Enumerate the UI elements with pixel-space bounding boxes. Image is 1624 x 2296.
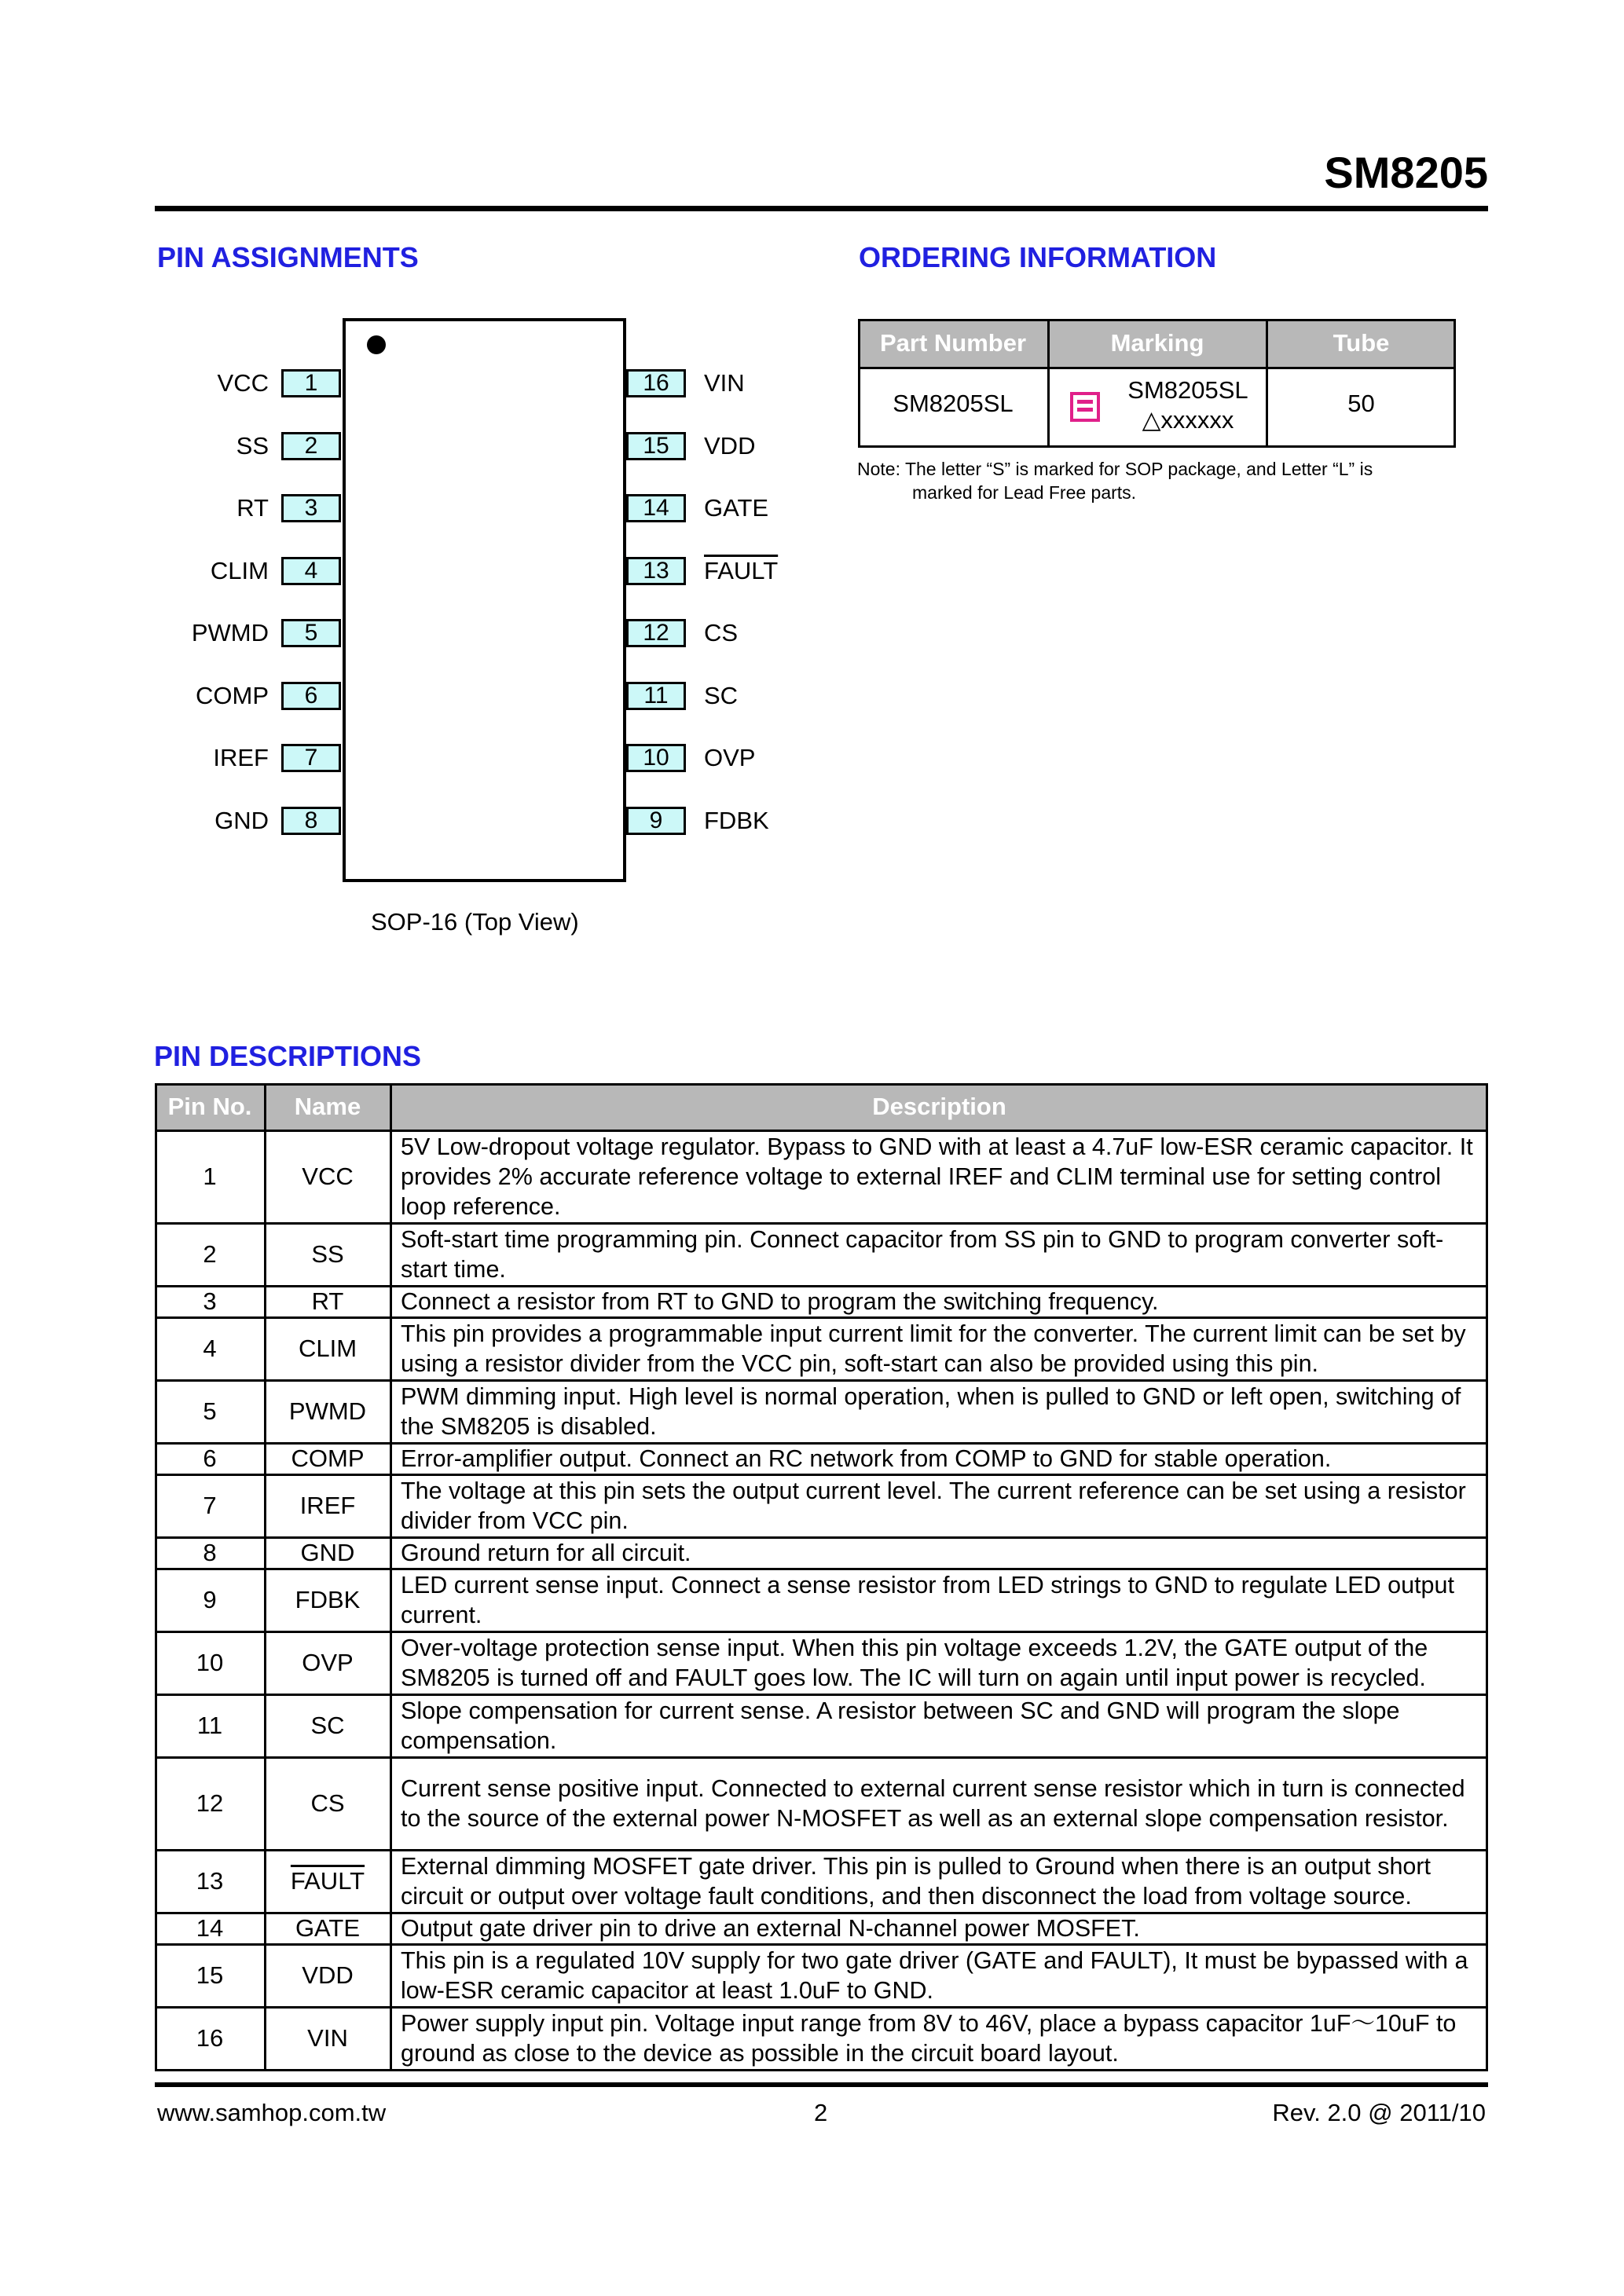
table-row [155, 1913, 1488, 1944]
ordering-marking-line1: SM8205SL [1127, 376, 1248, 404]
pin-number-box: 6 [281, 682, 341, 710]
footer-divider [155, 2082, 1488, 2087]
table-row [155, 1569, 1488, 1631]
pin1-indicator-icon [367, 335, 386, 354]
pin-number-box: 1 [281, 369, 341, 397]
pin-label: COMP [196, 681, 269, 709]
pin-number-cell: 12 [196, 1789, 224, 1817]
pin-number-cell: 2 [203, 1240, 217, 1268]
table-row [155, 1474, 1488, 1537]
pin-name-cell: VIN [307, 2024, 348, 2052]
pin-number-box: 13 [626, 557, 686, 585]
pin-number-cell: 16 [196, 2024, 224, 2052]
pin-label: VCC [217, 369, 269, 397]
grid-line [155, 1083, 157, 2071]
pin-label: CLIM [210, 556, 269, 584]
pin-description-cell: This pin is a regulated 10V supply for two gate driver (GATE and FAULT), It must be bypassed with a low-ESR ceramic capacitor at least 1.0uF to GND. [401, 1947, 1468, 2004]
pin-label: FAULT [704, 556, 779, 584]
pin-descriptions-table [155, 1083, 1488, 2077]
table-row [155, 1286, 1488, 1317]
table-row [155, 1130, 1488, 1223]
ordering-note-line1: Note: The letter “S” is marked for SOP package, and Letter “L” is [857, 459, 1373, 479]
pin-description-cell: Over-voltage protection sense input. When this pin voltage exceeds 1.2V, the GATE output of the SM8205 is turned off and FAULT goes low. The IC will turn on again until input power is recycled. [401, 1635, 1428, 1691]
ordering-information-title: ORDERING INFORMATION [859, 241, 1217, 273]
pin-label: PWMD [191, 619, 269, 646]
pin-description-cell: Slope compensation for current sense. A resistor between SC and GND will program the slope compensation. [401, 1697, 1400, 1754]
pin-name-cell: CLIM [298, 1335, 357, 1362]
pin-name-cell: CS [310, 1789, 345, 1817]
marking-logo-icon [1070, 392, 1100, 422]
grid-line [1486, 1083, 1488, 2071]
table-row [155, 1850, 1488, 1913]
grid-line [155, 2069, 1488, 2071]
grid-line [858, 445, 1456, 448]
pin-number-box: 3 [281, 494, 341, 522]
pin-name-cell: FDBK [295, 1586, 361, 1613]
ordering-header-part-number: Part Number [858, 319, 1048, 368]
ordering-marking [1109, 375, 1267, 435]
pin-number-box: 9 [626, 807, 686, 835]
pin-label: GATE [704, 494, 769, 522]
pin-name-cell: GATE [295, 1914, 361, 1942]
pin-description-cell: Soft-start time programming pin. Connect capacitor from SS pin to GND to program converter soft-start time. [401, 1226, 1444, 1283]
pin-description-cell: External dimming MOSFET gate driver. This pin is pulled to Ground when there is an output short circuit or output over voltage fault conditions, and then disconnect the load from voltage source. [401, 1853, 1432, 1910]
pin-number-cell: 1 [203, 1163, 217, 1190]
footer-page-number: 2 [814, 2099, 828, 2126]
pin-number-cell: 9 [203, 1586, 217, 1613]
grid-line [858, 319, 1456, 321]
grid-line [1266, 319, 1268, 448]
pin-number-box: 11 [626, 682, 686, 710]
pin-number-cell: 14 [196, 1914, 224, 1942]
pin-number-cell: 4 [203, 1335, 217, 1362]
pin-label: OVP [704, 744, 756, 771]
document-title: SM8205 [1324, 148, 1488, 197]
pin-name-cell: OVP [302, 1649, 354, 1676]
pin-name-cell: GND [300, 1539, 355, 1566]
grid-line [390, 1083, 392, 2071]
pin-name-cell: VDD [302, 1961, 354, 1989]
pin-label: FDBK [704, 806, 769, 834]
desc-header-pin-no: Pin No. [155, 1083, 265, 1130]
pin-label: VIN [704, 369, 745, 397]
pin-description-cell: Ground return for all circuit. [401, 1540, 691, 1566]
pin-descriptions-title: PIN DESCRIPTIONS [154, 1040, 422, 1072]
package-caption: SOP-16 (Top View) [371, 908, 579, 936]
pin-description-cell: The voltage at this pin sets the output current level. The current reference can be set using a resistor divider from VCC pin. [401, 1478, 1466, 1534]
grid-line [858, 319, 860, 448]
ordering-table [858, 319, 1456, 448]
pin-name-cell: FAULT [290, 1867, 365, 1895]
desc-header-description: Description [390, 1083, 1488, 1130]
ordering-note-line2: marked for Lead Free parts. [912, 482, 1137, 503]
pin-label: RT [236, 494, 269, 522]
pin-number-box: 4 [281, 557, 341, 585]
pin-name-cell: COMP [291, 1445, 365, 1472]
pin-name-cell: VCC [302, 1163, 354, 1190]
pin-number-cell: 6 [203, 1445, 217, 1472]
header-divider [155, 206, 1488, 211]
pin-label: GND [214, 806, 269, 834]
table-row [155, 1223, 1488, 1286]
pin-name-cell: SC [310, 1712, 345, 1739]
pin-number-box: 7 [281, 744, 341, 772]
table-row [155, 1380, 1488, 1443]
pin-description-cell: Output gate driver pin to drive an external N-channel power MOSFET. [401, 1915, 1140, 1942]
pin-description-cell: Error-amplifier output. Connect an RC network from COMP to GND for stable operation. [401, 1445, 1332, 1472]
pin-number-box: 16 [626, 369, 686, 397]
ordering-note [857, 457, 1373, 504]
ordering-tube: 50 [1347, 390, 1375, 417]
pin-number-box: 14 [626, 494, 686, 522]
table-row [155, 1757, 1488, 1850]
pin-number-box: 15 [626, 432, 686, 460]
grid-line [858, 367, 1456, 369]
ordering-marking-line2: △xxxxxx [1142, 406, 1234, 434]
pin-number-cell: 7 [203, 1492, 217, 1519]
pin-name-cell: IREF [299, 1492, 356, 1519]
pin-number-cell: 13 [196, 1867, 224, 1895]
pin-name-cell: PWMD [288, 1397, 367, 1425]
pin-number-cell: 8 [203, 1539, 217, 1566]
pin-name-cell: RT [311, 1287, 344, 1315]
pin-number-box: 10 [626, 744, 686, 772]
pin-label: CS [704, 619, 739, 646]
pin-description-cell: Power supply input pin. Voltage input range from 8V to 46V, place a bypass capacitor 1uF～10uF to ground as close to the device as possible in the circuit board layout. [401, 2010, 1457, 2067]
pin-number-cell: 5 [203, 1397, 217, 1425]
table-row [155, 1317, 1488, 1380]
ordering-header-tube: Tube [1267, 319, 1456, 368]
footer-website[interactable]: www.samhop.com.tw [157, 2099, 387, 2126]
table-row [155, 2007, 1488, 2070]
pin-number-cell: 15 [196, 1961, 224, 1989]
ordering-header-marking: Marking [1048, 319, 1267, 368]
pin-description-cell: 5V Low-dropout voltage regulator. Bypass to GND with at least a 4.7uF low-ESR ceramic capacitor. It provides 2% accurate reference voltage to external IREF and CLIM terminal use for setting control loop reference. [401, 1133, 1473, 1220]
pin-description-cell: This pin provides a programmable input current limit for the converter. The current limit can be set by using a resistor divider from the VCC pin, soft-start can also be provided using this pin. [401, 1320, 1466, 1377]
pin-assignments-title: PIN ASSIGNMENTS [157, 241, 419, 273]
pin-description-cell: Connect a resistor from RT to GND to program the switching frequency. [401, 1288, 1159, 1315]
pin-label: VDD [704, 431, 756, 460]
table-row [155, 1537, 1488, 1569]
chip-body [343, 318, 626, 882]
grid-line [155, 1083, 1488, 1086]
pin-number-cell: 10 [196, 1649, 224, 1676]
pin-description-cell: LED current sense input. Connect a sense resistor from LED strings to GND to regulate LED output current. [401, 1572, 1454, 1628]
pin-name-cell: SS [311, 1240, 344, 1268]
table-row [155, 1944, 1488, 2007]
footer-revision: Rev. 2.0 @ 2011/10 [1272, 2099, 1486, 2126]
desc-header-name: Name [265, 1083, 390, 1130]
pin-label: SC [704, 681, 739, 709]
pin-description-cell: Current sense positive input. Connected to external current sense resistor which in turn is connected to the source of the external power N-MOSFET as well as an external slope compensation resistor. [401, 1775, 1465, 1832]
grid-line [1454, 319, 1456, 448]
pin-description-cell: PWM dimming input. High level is normal operation, when is pulled to GND or left open, switching of the SM8205 is disabled. [401, 1383, 1461, 1440]
pin-number-box: 2 [281, 432, 341, 460]
pin-label: IREF [213, 744, 269, 771]
ordering-part-number: SM8205SL [893, 390, 1014, 417]
table-row [155, 1694, 1488, 1757]
table-row [155, 1443, 1488, 1474]
grid-line [264, 1083, 266, 2071]
pin-number-box: 5 [281, 619, 341, 647]
grid-line [1047, 319, 1050, 448]
pin-number-box: 8 [281, 807, 341, 835]
pin-number-cell: 3 [203, 1287, 217, 1315]
pin-label: SS [236, 431, 269, 460]
table-row [155, 1631, 1488, 1694]
pin-number-cell: 11 [196, 1712, 223, 1739]
pin-number-box: 12 [626, 619, 686, 647]
